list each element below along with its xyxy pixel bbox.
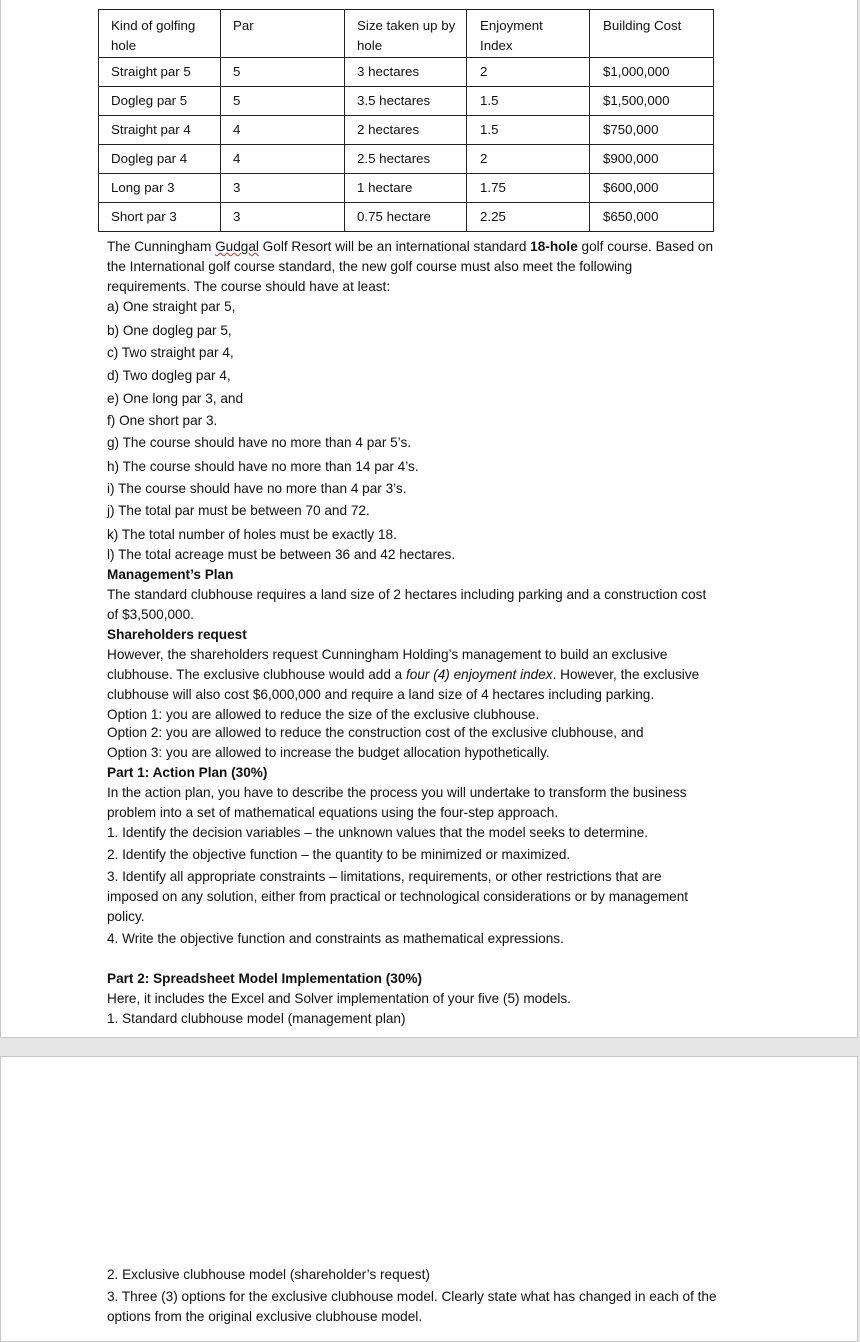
cell-par: 3 [221,203,345,232]
cell-par: 3 [221,174,345,203]
header-cost: Building Cost [590,10,714,58]
cell-cost: $1,500,000 [590,87,714,116]
requirement-item: d) Two dogleg par 4, [107,368,231,383]
shareholders-line-3: clubhouse will also cost $6,000,000 and require a land size of 4 hectares including parking. [107,687,655,702]
management-line-1: The standard clubhouse requires a land size of 2 hectares including parking and a construction cost [107,587,707,602]
part1-line-1: In the action plan, you have to describe the process you will undertake to transform the business [107,785,687,800]
option-2: Option 2: you are allowed to reduce the construction cost of the exclusive clubhouse, and [107,725,644,740]
cell-cost: $750,000 [590,116,714,145]
cell-enjoyment: 2.25 [467,203,590,232]
cell-size: 3 hectares [345,58,467,87]
cell-par: 4 [221,116,345,145]
header-par: Par [221,10,345,58]
table-row [99,87,714,116]
table-row [99,116,714,145]
requirement-item: k) The total number of holes must be exactly 18. [107,527,397,542]
cell-kind: Straight par 5 [99,58,221,87]
cell-cost: $600,000 [590,174,714,203]
requirement-item: h) The course should have no more than 14 par 4’s. [107,459,419,474]
requirement-item: c) Two straight par 4, [107,345,234,360]
cell-kind: Dogleg par 5 [99,87,221,116]
misspelled-word: Gudgal [215,239,259,254]
cell-enjoyment: 1.5 [467,87,590,116]
header-size: Size taken up by hole [345,10,467,58]
table-row [99,174,714,203]
intro-line-3: requirements. The course should have at least: [107,279,391,294]
cell-size: 2.5 hectares [345,145,467,174]
shareholders-line-2: clubhouse. The exclusive clubhouse would add a four (4) enjoyment index. However, the exclusive [107,667,700,682]
part1-step-1: 1. Identify the decision variables – the unknown values that the model seeks to determine. [107,825,649,840]
intro-line-2: the International golf course standard, the new golf course must also meet the following [107,259,633,274]
requirement-item: g) The course should have no more than 4 par 5’s. [107,435,412,450]
option-1: Option 1: you are allowed to reduce the size of the exclusive clubhouse. [107,707,540,722]
header-enjoyment: Enjoyment Index [467,10,590,58]
part1-step-4: 4. Write the objective function and constraints as mathematical expressions. [107,931,564,946]
cell-enjoyment: 1.5 [467,116,590,145]
part1-step-2: 2. Identify the objective function – the quantity to be minimized or maximized. [107,847,571,862]
golf-hole-table [98,9,714,232]
header-kind: Kind of golfing hole [99,10,221,58]
part2-model-3a: 3. Three (3) options for the exclusive clubhouse model. Clearly state what has changed in each of the [107,1289,717,1304]
table-row [99,58,714,87]
cell-par: 5 [221,58,345,87]
part1-line-2: problem into a set of mathematical equations using the four-step approach. [107,805,559,820]
cell-cost: $650,000 [590,203,714,232]
cell-cost: $900,000 [590,145,714,174]
cell-size: 0.75 hectare [345,203,467,232]
requirement-item: a) One straight par 5, [107,299,236,314]
shareholders-heading: Shareholders request [107,627,247,642]
requirement-item: b) One dogleg par 5, [107,323,232,338]
cell-kind: Short par 3 [99,203,221,232]
part2-model-3b: options from the original exclusive clubhouse model. [107,1309,423,1324]
cell-size: 3.5 hectares [345,87,467,116]
part2-heading: Part 2: Spreadsheet Model Implementation (30%) [107,971,422,986]
table-header-row [99,10,714,58]
requirement-item: l) The total acreage must be between 36 and 42 hectares. [107,547,456,562]
cell-kind: Straight par 4 [99,116,221,145]
part2-model-1: 1. Standard clubhouse model (management plan) [107,1011,406,1026]
cell-kind: Long par 3 [99,174,221,203]
part1-step-3b: imposed on any solution, either from practical or technological considerations or by management [107,889,689,904]
management-heading: Management’s Plan [107,567,234,582]
cell-cost: $1,000,000 [590,58,714,87]
part2-line-1: Here, it includes the Excel and Solver implementation of your five (5) models. [107,991,571,1006]
requirement-item: f) One short par 3. [107,413,218,428]
cell-enjoyment: 2 [467,58,590,87]
part1-step-3a: 3. Identify all appropriate constraints – limitations, requirements, or other restrictions that are [107,869,662,884]
option-3: Option 3: you are allowed to increase the budget allocation hypothetically. [107,745,550,760]
table-row [99,145,714,174]
part2-model-2: 2. Exclusive clubhouse model (shareholder’s request) [107,1267,430,1282]
intro-line-1: The Cunningham Gudgal Golf Resort will be an international standard 18-hole golf course. Based on [107,239,714,254]
cell-enjoyment: 1.75 [467,174,590,203]
cell-par: 5 [221,87,345,116]
document-page-2 [0,1056,858,1342]
part1-step-3c: policy. [107,909,145,924]
requirement-item: j) The total par must be between 70 and 72. [107,503,370,518]
management-line-2: of $3,500,000. [107,607,194,622]
cell-kind: Dogleg par 4 [99,145,221,174]
cell-size: 2 hectares [345,116,467,145]
requirement-item: e) One long par 3, and [107,391,244,406]
table-row [99,203,714,232]
part1-heading: Part 1: Action Plan (30%) [107,765,268,780]
requirement-item: i) The course should have no more than 4 par 3’s. [107,481,407,496]
cell-par: 4 [221,145,345,174]
shareholders-line-1: However, the shareholders request Cunningham Holding’s management to build an exclusive [107,647,668,662]
cell-enjoyment: 2 [467,145,590,174]
cell-size: 1 hectare [345,174,467,203]
